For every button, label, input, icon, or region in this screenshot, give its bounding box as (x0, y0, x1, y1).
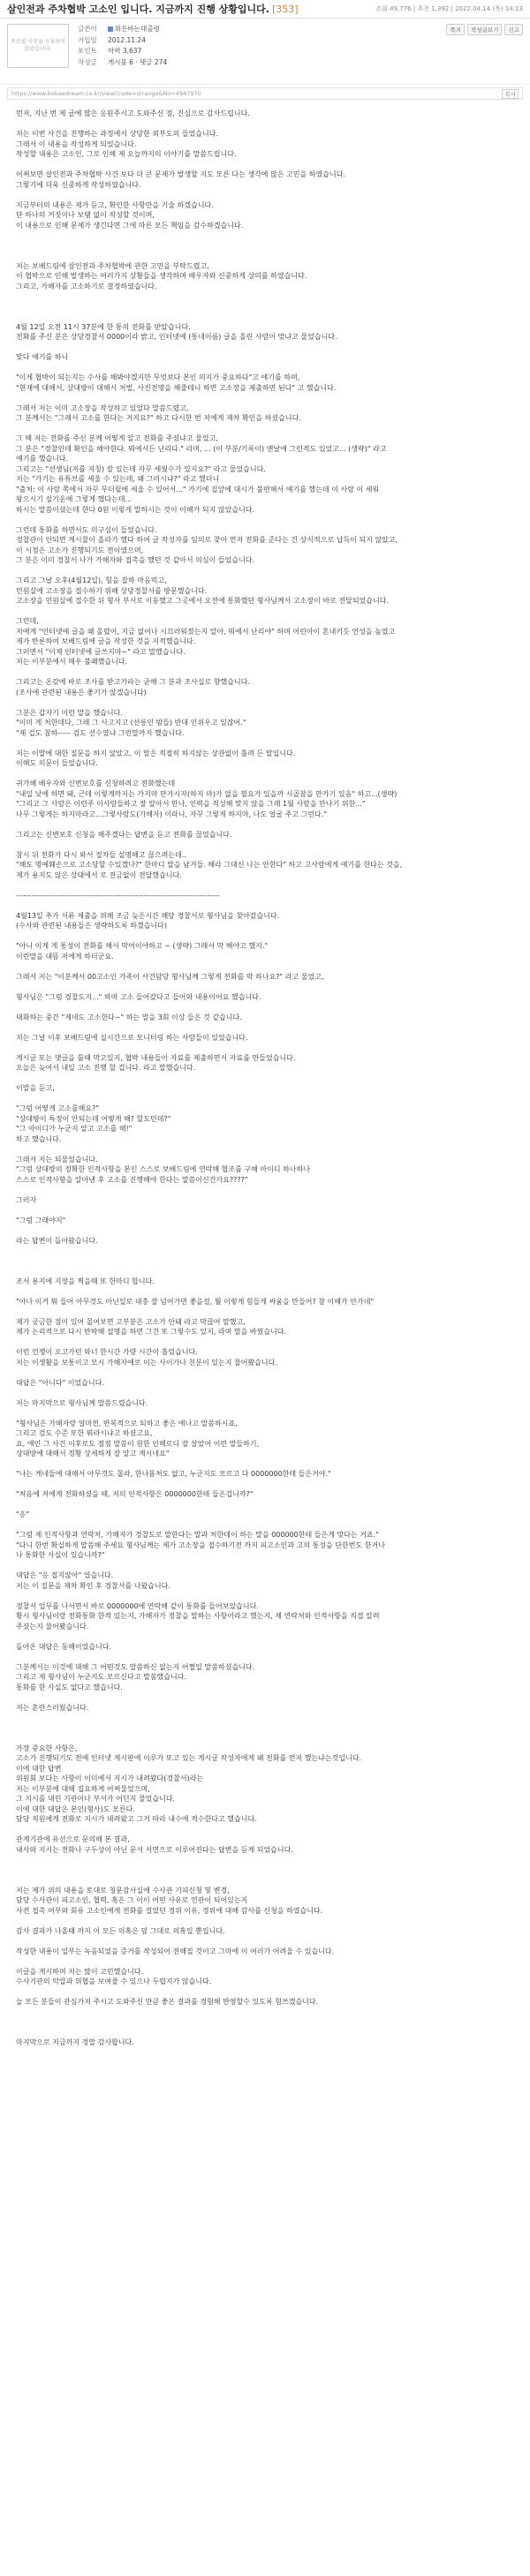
blank-line (16, 241, 514, 252)
body-line: 귀가해 배우자와 신변보호를 신청하려고 전화했는데 (16, 780, 176, 787)
body-line: 그 때 저는 전화를 주신 분께 어떻게 알고 전화를 주셨냐고 물었고, (16, 434, 218, 442)
paragraph-gap (16, 1094, 514, 1104)
paragraph-gap (16, 931, 514, 942)
paragraph-gap (16, 982, 514, 992)
body-line: 그래서 저는 이미 고소장을 작성하고 있었다 말씀드렸고, (16, 403, 189, 412)
body-line: 맞다 얘기를 하니 (16, 353, 69, 361)
body-line: 전화를 주신 분은 상당경찰서 0000이라 밝고, 인터넷에 (통네이름) 글을 올린 사람이 맞냐고 물었습니다. (16, 333, 337, 341)
paragraph (16, 830, 514, 850)
body-line: 4월13일 추가 서류 제출을 위해 조금 늦은시간 해당 경찰서로 형사님을 찾아갔습니다. (16, 911, 280, 920)
paragraph-gap (16, 738, 514, 749)
body-line: 대답은 "아니다" 이었습니다. (16, 1378, 104, 1387)
body-line: "나는 게네들에 대해서 아무것도 몰라, 한나몸처도 없고, 누군지도 모르고 다 0000000한테 들은거야." (16, 1470, 331, 1478)
body-line: 이 내용으로 인해 문제가 생긴다면 그에 따른 모든 책임을 감수하겠습니다. (16, 221, 244, 230)
body-line: 내사와 지시는 전화나 구두상이 아닌 문서 서면으로 이루어진다는 답변을 듣게 되었습니다. (16, 1845, 293, 1854)
body-line: 단 하나의 거짓이나 보탬 없이 작성할 것이며, (16, 211, 155, 219)
body-line: "형사님은 가해자랑 얼마전, 반복적으로 되하고 좋은 애나고 말씀하시죠, (16, 1419, 238, 1427)
body-line: 저는 제가 위의 내용을 토대로 청문감사실에 수사관 기피신청 및 변경, (16, 1886, 230, 1894)
body-line: "그럼 상대방의 정확한 인적사항을 본인 스스로 보배드림에 연락해 협조를 구해 아이디 하나하나 (16, 1165, 311, 1173)
body-line: 지금부터의 내용은 제가 듣고, 확인한 사항만을 기술 하겠습니다. (16, 200, 214, 209)
body-line: 늘 모든 분들이 관심가져 주시고 도와주신 만큼 좋은 결과를 경험해 반영할수 있도록 힘쓰겠습니다. (16, 1998, 319, 2006)
body-line: "아나 이거 뭐 들어 아무것도 아닌일로 대충 잘 넘어가면 좋을걸, 뭘 이렇게 힘들게 싸움을 만들어? 참 이해가 안가네" (16, 1297, 375, 1306)
paragraph (16, 1997, 514, 2017)
body-line: 그리고는 온갖에 바로 조사를 받고가라는 굳해 그 분과 조사실로 향했습니다. (16, 678, 250, 686)
paragraph (16, 1347, 514, 1378)
body-line: 제가 반론하여 보배드림에 글을 작성한 것을 지적했습니다. (16, 637, 196, 645)
paragraph-gap (16, 1631, 514, 1642)
paragraph-gap (16, 291, 514, 302)
paragraph (16, 169, 514, 200)
paragraph (16, 302, 514, 322)
body-line: 형사님은 "그럼 경찰도지..." 하며 고소 들어갔다고 들어와 내용이어요 했습니다. (16, 992, 261, 1001)
paragraph (16, 1195, 514, 1216)
body-line: 관계기관에 유선으로 문의해 본 결과, (16, 1835, 130, 1843)
paragraph-gap (16, 1591, 514, 1601)
body-line: 저는 보배드림에 살인전과 주차협박에 관한 고민을 부탁드렸고, (16, 261, 209, 270)
paragraph (16, 1103, 514, 1155)
paragraph-gap (16, 1459, 514, 1470)
body-line: 제가 논리적으로 다시 반박해 설명을 하면 그건 또 그렇수도 있지, 라며 말을 바꿨습니다. (16, 1328, 287, 1336)
paragraph-gap (16, 769, 514, 780)
paragraph (16, 1053, 514, 1084)
paragraph (16, 129, 514, 169)
body-line: 저는 혼란스러웠습니다. (16, 1703, 89, 1712)
author-row: 포인트 마력 3,637 (78, 47, 142, 55)
body-line: 나무 그렇게는 하지마라고...그렇사람도(가해자) 이라니, 자꾸 그렇게 하지마, 나도 얼굴 주고 그런다." (16, 810, 327, 818)
paragraph-gap (16, 819, 514, 830)
paragraph (16, 911, 514, 942)
paragraph-gap (16, 2028, 514, 2038)
body-line: 수사기관의 억압과 위협을 보여줄 수 있으나 두렵지가 않습니다. (16, 1977, 212, 1985)
paragraph (16, 992, 514, 1013)
body-line: 이 협박으로 인해 발생하는 여러가지 상황들을 생각하며 배우자와 신중하게 상의를 하였습니다. (16, 272, 307, 280)
body-line: "그리고 그 사람은 이런주 이사람들하고 잘 알아서 만나, 인력을 적성해 맞지 않을 그래 1월 사람을 만나기 위한..." (16, 800, 366, 808)
paragraph (16, 1703, 514, 1723)
paragraph-gap (16, 1855, 514, 1865)
paragraph-gap (16, 1480, 514, 1490)
paragraph (16, 1419, 514, 1470)
paragraph (16, 1013, 514, 1033)
body-line: 얘기를 했습니다. (16, 455, 69, 463)
paragraph (16, 1398, 514, 1419)
body-line: 게시글 또는 댓글을 틀때 막고있지, 협박 내용들이 자료를 제출하면서 자료를 만들었습니다. (16, 1053, 296, 1062)
body-line: 그 분은 "경찰인데 확인을 해야한다. 뭐에서든 난리다." 라며, ... (이 부분/기록이) 앤날에 그런적도 있었고... (생략)" 라고 (16, 444, 387, 453)
body-line: "그럼 제 인적사항과 연락처, 가해자가 경찰도로 말한다는 말과 처한데이 하는 말을 000000한테 들은게 맞다는 거죠." (16, 1531, 379, 1539)
paragraph-gap (16, 961, 514, 972)
paragraph-gap (16, 1225, 514, 1236)
body-line: 먼저, 지난 번 제 글에 많은 응원주시고 도와주신 점, 진심으로 감사드립니다. (16, 109, 250, 117)
post-url-bar (7, 87, 523, 100)
paragraph (16, 1510, 514, 1530)
body-line: "내일 낮에 하면 돼, 근데 이렇게까지는 가지마 만가시자(하지 마)가 없을 필요가 있을까 시골참을 만가기 있음" 하고...(생략) (16, 789, 398, 798)
paragraph (16, 1744, 514, 1835)
paragraph-gap (16, 1246, 514, 1256)
body-line: 그리고 검도 수준 또한 뭐라시냐고 하셨고요, (16, 1429, 153, 1437)
body-line: "아니 이게 게 통성이 전화를 해서 막어이야하고 ~ (생략) 그래서 막 해야고 했지." (16, 942, 269, 950)
body-line: 돌아온 대답은 동해이었습니다. (16, 1642, 112, 1651)
recommend-count: 추천 1,392 (417, 5, 450, 12)
paragraph (16, 1662, 514, 1703)
body-line: 그러면서 "이제 인터넷에 글쓰지마~" 라고 말했습니다. (16, 647, 186, 656)
post-title-wrap (7, 2, 299, 16)
body-line: 그런데, (16, 617, 39, 625)
paragraph (16, 2017, 514, 2037)
body-line: 경찰관이 안되면 게시물이 올라가 했다 하여 글 작성자를 임의로 찾아 먼저 전화를 준다는 건 상식적으로 납득이 되지 않았고, (16, 536, 398, 544)
body-line: 이런말을 대뜸 저에게 하더군요. (16, 952, 114, 960)
body-line: 작성한 내용이 일부는 녹음되었을 증거를 작성되어 전해질 것이고 그마에 이 여러가 어려울 수 있습니다. (16, 1947, 335, 1955)
paragraph (16, 1834, 514, 1865)
paragraph-gap (16, 1987, 514, 1998)
blank-line (16, 2017, 514, 2028)
message-button[interactable]: 쪽지 (446, 24, 465, 35)
paragraph (16, 1570, 514, 1601)
paragraph-gap (16, 1916, 514, 1926)
paragraph (16, 352, 514, 373)
paragraph (16, 373, 514, 403)
body-line: "다니 한번 확실하게 말씀해 주세요 형사님께는 제가 고소장을 접수하기전 까지 피고소인과 고의 통성을 단한번도 한거나 (16, 1540, 385, 1549)
paragraph (16, 972, 514, 992)
paragraph (16, 403, 514, 434)
body-line: 그래서 이 내용을 작성하게 되었습니다. (16, 139, 137, 148)
paragraph (16, 241, 514, 261)
body-line: 가장 중요한 사항은, (16, 1744, 78, 1752)
body-line: 그 지시를 내린 기관이나 부서가 어딘지 물었습니다. (16, 1795, 176, 1803)
paragraph-gap (16, 1367, 514, 1378)
paragraph-gap (16, 1956, 514, 1967)
profile-buttons (446, 24, 523, 79)
body-line: 민원실에 고소장을 접수하기 위해 상당경찰서를 방문했습니다. (16, 586, 208, 595)
paragraph (16, 1083, 514, 1103)
paragraph (16, 1216, 514, 1236)
post-title: 살인전과 주차협박 고소인 입니다. 지금까지 진행 상황입니다. (7, 4, 269, 15)
body-line: 저는 이말에 대한 질문을 하지 않았고, 이 말은 적절히 하지않는 상관없이 흘려 든 말입니다. (16, 749, 296, 757)
paragraph (16, 1469, 514, 1489)
paragraph (16, 850, 514, 891)
body-line: "출처: 이 사람 쪽에서 자꾸 무더릴에 세울 수 있어서..." 가기에 집앞에 대시가 불편해서 얘기를 했는데 이 사람 이 세워 (16, 485, 380, 493)
body-line: 그래서 저는 "이분께서 00고소인 가족이 사건담당 형사님께 그렇게 전화를 막 하나요?" 라고 물었고, (16, 972, 324, 981)
paragraph (16, 1601, 514, 1642)
paragraph-gap (16, 667, 514, 678)
paragraph-gap (16, 840, 514, 850)
paragraph-gap (16, 1713, 514, 1723)
paragraph-gap (16, 1500, 514, 1510)
paragraph (16, 109, 514, 129)
paragraph (16, 200, 514, 241)
body-line: 어쩌보면 살인전과 주차협박 사건 보다 더 큰 문제가 발생할 지도 모른 다는 생각에 많은 고민을 하였습니다. (16, 170, 345, 178)
paragraph-gap (16, 230, 514, 241)
body-line: 그리고 그날 오후(4월12일), 힘을 잡하 마음먹고, (16, 576, 167, 584)
paragraph-gap (16, 160, 514, 170)
paragraph (16, 1256, 514, 1277)
body-line: 오늘은 늦어서 내일 고소 진행 할 겁니다. 라고 말했습니다. (16, 1064, 196, 1072)
author-row: 글쓴이 뭐든바는대출령 (78, 25, 160, 33)
paragraph-gap (16, 1692, 514, 1703)
body-line: 그 분께서는 "그래서 고소를 한다는 거지요?" 하고 다시한 번 저에게 재차 확인을 하셨습니다. (16, 414, 301, 422)
paragraph-gap (16, 424, 514, 434)
paragraph-gap (16, 1652, 514, 1662)
paragraph (16, 1723, 514, 1744)
body-line: 저는 그날 이후 보배드림에 실시간으로 모니터링 하는 사람들이 있었습니다. (16, 1033, 248, 1042)
view-count: 조회 49,776 (375, 5, 412, 12)
paragraph-gap (16, 119, 514, 130)
body-line: 경찰서 업무를 나서면서 바로 0000000에 연락해 같이 통화를 들어보았습니다. (16, 1601, 259, 1610)
body-line: 하시는 말씀이셨는데 한다 0원 이렇게 말하시는 것이 이해가 되지 않았습니다. (16, 505, 255, 514)
paragraph-gap (16, 1561, 514, 1571)
paragraph (16, 1489, 514, 1510)
paragraph (16, 1236, 514, 1256)
paragraph-gap (16, 880, 514, 891)
paragraph-gap (16, 515, 514, 525)
paragraph (16, 576, 514, 616)
body-line: "이게 협박이 되는지는 수사를 해봐야겠지만 무엇보다 본인 의지가 중요하다"고 얘기를 하며, (16, 373, 300, 381)
body-line: 사전 접촉 여부와 회유 고소인에게 전화를 걸었던 경위 이유, 경위에 대해 감사를 신청을 하였습니다. (16, 1906, 323, 1915)
author-profile (0, 19, 530, 85)
body-line: -------------------------------------------------------------------------------- (16, 891, 220, 900)
paragraph (16, 616, 514, 677)
comment-count[interactable]: [353] (271, 4, 299, 15)
body-line: "해도 명예훼손으로 고소당할 수있겠나?" 한마디 말을 남겨들. 해라 그대신 나는 안한다" 하고 고사람에게 얘기를 한다는 것을, (16, 861, 403, 869)
paragraph-gap (16, 1307, 514, 1317)
paragraph (16, 1155, 514, 1195)
paragraph (16, 1886, 514, 1926)
body-line: 그러자 (16, 1195, 37, 1204)
body-line: 저는 마지막으로 형사님께 말씀드렸습니다. (16, 1398, 148, 1407)
body-line: "응" (16, 1510, 30, 1518)
body-line: "이미 게 처한데다, 그래 그 사고지고 (선릉인 밤들) 반대 인쉬우고 있잖어." (16, 719, 246, 727)
body-line: 그리고 제 형사님이 누군지도 모르신다고 말씀했습니다. (16, 1673, 186, 1681)
body-line: 주셨는지 물어봤습니다. (16, 1622, 89, 1631)
author-info (78, 24, 167, 79)
paragraph-gap (16, 1266, 514, 1277)
body-line: 고소장을 민원실에 접수한 뒤 형사 부서로 이동했고 그곳에서 오전에 통화했던 형사님께서 고소장이 바로 전달되었습니다. (16, 597, 389, 605)
paragraph (16, 1378, 514, 1398)
author-row: 가입일 2012.11.24 (78, 35, 146, 44)
paragraph-gap (16, 343, 514, 353)
blank-line (16, 1256, 514, 1267)
post-body (0, 100, 530, 2058)
paragraph (16, 1642, 514, 1662)
paragraph (16, 1865, 514, 1886)
paragraph (16, 525, 514, 576)
body-line: "현재에 대해서, 상대방이 대해서 처벌, 사진전명을 해줄테니 하면 고소장을 제출하면 된다" 고 했습니다. (16, 383, 337, 392)
paragraph-gap (16, 312, 514, 322)
body-line: 그분은 갑자기 이런 말을 했습니다. (16, 708, 123, 717)
paragraph-gap (16, 1205, 514, 1216)
paragraph (16, 749, 514, 780)
body-line: 고소가 진행되기도 전에 인터넷 게시판에 이루가 또고 있는 게시글 작성자에게 왜 전화를 먼저 했는냐는것입니다. (16, 1754, 362, 1762)
paragraph (16, 1297, 514, 1317)
body-line: 제가 궁금한 점이 있어 몰어보면 고부분은 고소가 안돼 라고 막끊어 말했고, (16, 1317, 246, 1326)
paragraph (16, 1530, 514, 1570)
post-header (0, 0, 530, 19)
paragraph (16, 677, 514, 708)
body-line: 마지막으로 지금까지 정말 감사합니다. (16, 2038, 134, 2046)
body-line: 왕으시기 설기운에 그렇게 했다는데... (16, 495, 132, 503)
body-line: "그 아이디가 누군지 알고 고소를 해!" (16, 1125, 132, 1133)
copy-url-button[interactable]: 복사 (502, 89, 519, 99)
body-line: "그럼 어떻게 고소를해요?" (16, 1104, 99, 1112)
body-line: 그래서 저는 되물었습니다. (16, 1155, 98, 1164)
body-line: 대화하는 중간 "제네도 고소한다~" 하는 말을 3회 이상 들은 것 같습니다. (16, 1013, 242, 1021)
post-url[interactable]: https://www.bobaedream.co.kr/view?code=strange&No=4947970 (11, 90, 201, 97)
body-line: 조서 용지에 지장을 찍을때 또 한마디 합니다. (16, 1277, 155, 1285)
body-line: 작성할 내용은 고소인, 그로 인해 제 오늘까지의 이야기를 말씀드립니다. (16, 150, 237, 158)
body-line: 담당 직원에게 전화로 지시가 내려왔고 그거 따라 내수에 적수한다고 했습니다. (16, 1815, 257, 1823)
paragraph-gap (16, 566, 514, 576)
author-posts-button[interactable]: 작성글보기 (467, 24, 502, 35)
body-line: "그럼 그래야지" (16, 1216, 66, 1224)
body-line: 담당 수사관이 피고소인, 협력, 혹은 그 이이 어떤 사유로 연관이 되어있는지 (16, 1896, 248, 1904)
paragraph-gap (16, 393, 514, 403)
paragraph-gap (16, 1022, 514, 1033)
user-level-icon (108, 26, 113, 32)
body-line: 저는 이부분에 대해 집요하게 어쩌물었으며, (16, 1784, 150, 1793)
body-line: 그런데 통화를 하면서도 의구심이 들었습니다. (16, 525, 157, 534)
paragraph (16, 941, 514, 972)
paragraph-gap (16, 1002, 514, 1013)
body-line: 라는 답변이 돌아왔습니다. (16, 1236, 98, 1245)
body-line: 나 통화한 사실이 있습니까?" (16, 1551, 105, 1559)
paragraph-gap (16, 697, 514, 708)
body-line: 그리고는 신변보호 신청을 해주겠다는 답변을 듣고 전화를 끊었습니다. (16, 830, 232, 839)
post-meta: 조회 49,776 | 추천 1,392 | 2022.04.14 (목) 14:13 (375, 5, 523, 12)
paragraph-gap (16, 606, 514, 617)
body-line: 하고 했습니다. (16, 1134, 62, 1143)
body-line: 저는 이 질문을 재차 확인 후 경찰서를 나왔습니다. (16, 1581, 170, 1590)
author-name[interactable]: 뭐든바는대출령 (115, 25, 160, 33)
body-line: (조사에 관련된 내용은 좋기가 않겠습니다) (16, 688, 147, 697)
paragraph (16, 322, 514, 353)
body-line: 참시 뒤 전화가 다시 와서 절차들 설명해고 끊으려는데.. (16, 850, 186, 859)
paragraph-gap (16, 2007, 514, 2018)
paragraph (16, 433, 514, 525)
paragraph (16, 779, 514, 830)
body-line: 이 시점은 고소가 진행되기도 전이였으며, (16, 546, 144, 554)
paragraph (16, 1033, 514, 1053)
body-line: 제가 용지도 않은 상태에서 로 전금없이 전달했습니다. (16, 870, 182, 879)
blank-line (16, 1723, 514, 1734)
body-line: 4월 12일 오전 11시 37분에 한 통의 전화를 받았습니다. (16, 322, 191, 331)
body-line: 황시 형사님이랑 전화통화 한적 있는지, 가해자가 경찰을 말하는 사항이라고 했는지, 제 연락처와 인적사항을 직접 알려 (16, 1612, 380, 1620)
paragraph (16, 1926, 514, 1947)
paragraph-gap (16, 1043, 514, 1053)
paragraph-gap (16, 1337, 514, 1348)
paragraph-gap (16, 1825, 514, 1835)
body-line: 저는 "가기는 유튜브를 세울 수 있는데, 왜 그러시냐?" 라고 했더니 (16, 475, 220, 483)
body-line: 이런 언쟁이 오고가던 와너 한시간 가량 시간이 흘렀습니다. (16, 1348, 198, 1356)
body-line: 그렇기에 더욱 신중하게 작성하였습니다. (16, 180, 141, 189)
blank-line (16, 1865, 514, 1876)
paragraph-gap (16, 1408, 514, 1419)
blank-line (16, 302, 514, 313)
paragraph-gap (16, 1733, 514, 1744)
body-line: "처음에 저에게 전화하셨을 때, 저의 인적사항은 0000000한테 들은겁니까?" (16, 1490, 254, 1498)
body-line: 그 분은 이미 경찰서 나가 가해자와 접촉을 했던 것 같아서 의심이 들었습니다. (16, 556, 255, 564)
body-line: 상대방에 대해서 정황 상세하게 잘 알고 계시네요" (16, 1450, 170, 1457)
paragraph-gap (16, 1388, 514, 1398)
body-line: 그리고는 "선생님(저를 지칭) 잘 있는데 자꾸 세웠수가 있지요?" 라고 물었습니다. (16, 464, 266, 473)
body-line: "제 겁도 참하----- 검도 선수였냐 그런말까지 했습니다. (16, 728, 185, 737)
paragraph (16, 708, 514, 749)
paragraph-gap (16, 1073, 514, 1084)
paragraph-gap (16, 900, 514, 911)
body-line: 그분께서는 이것에 대해 그 어떤것도 말씀하신 없는지 어쩔일 말씀하셨습니다. (16, 1662, 255, 1671)
post-date: 2022.04.14 (목) 14:13 (455, 5, 523, 12)
body-line: 스스로 인적사항을 알아낸 후 고소를 진행해야 한다는 말씀이신건가요????" (16, 1175, 248, 1184)
body-line: 이에 대한 답변 (16, 1764, 62, 1773)
paragraph (16, 2037, 514, 2058)
avatar: 프로필 사진을 등록하지 않았습니다. (7, 24, 69, 68)
body-line: 이해도 의문이 들었습니다. (16, 759, 98, 767)
body-line: 그리고, 가해자를 고소하기로 결정하였습니다. (16, 282, 157, 290)
paragraph (16, 1317, 514, 1348)
body-line: 저는 이번 사건을 진행하는 과정에서 상당한 외부도의 들었습니다. (16, 130, 218, 138)
paragraph (16, 1967, 514, 1998)
paragraph-gap (16, 1185, 514, 1195)
body-line: "상대방이 특정이 안되는데 어떻게 해? 할도민데?" (16, 1114, 171, 1123)
body-line: 대답은 "응 접지않아" 였습니다. (16, 1571, 114, 1579)
paragraph-gap (16, 1144, 514, 1155)
paragraph-gap (16, 1936, 514, 1947)
body-line: 이말을 듣고, (16, 1084, 55, 1092)
paragraph (16, 1947, 514, 1967)
body-line: 위원회 보다는 사항이 이미에서 지시가 내려왔다(경찰서)라는 (16, 1774, 204, 1782)
body-line: 이글을 게시하며 저는 많이 고민했습니다. (16, 1967, 144, 1976)
paragraph (16, 891, 514, 911)
paragraph-gap (16, 251, 514, 261)
paragraph-gap (16, 363, 514, 373)
paragraph-gap (16, 2048, 514, 2059)
body-line: 저에게 "인터넷에 글을 왜 올렸어, 지금 없어나 시끄러워졌는지 알아, 뭐에서 난리야" 하며 어린아이 혼내키듯 언성을 높였고 (16, 627, 396, 636)
paragraph (16, 1277, 514, 1297)
paragraph (16, 261, 514, 302)
body-line: 저는 이부분에서 매우 불쾌했습니다. (16, 658, 128, 666)
body-line: (수사와 관련된 내용들은 생략하도록 하겠습니다) (16, 922, 167, 930)
report-button[interactable]: 신고 (504, 24, 523, 35)
paragraph-gap (16, 1875, 514, 1886)
paragraph-gap (16, 1286, 514, 1297)
body-line: 요, 애인 그 사건 이후로도 점점 말씀이 원한 인해로디 잘 살았어 이런 말들하기, (16, 1439, 260, 1448)
author-row: 작성글 게시물 6 · 댓글 274 (78, 57, 168, 66)
body-line: 저는 이생활을 보통이고 모시 가해자에로 이는 사이가나 친분이 있는지 물어봤습니다. (16, 1358, 277, 1367)
body-line: 통화를 한 사실도 없다고 했습니다. (16, 1683, 123, 1691)
paragraph-gap (16, 1520, 514, 1531)
body-line: 감사 결과가 나올때 까지 이 모든 의혹은 덮 그대로 의혹일 뿐입니다. (16, 1926, 225, 1935)
body-line: 이에 대한 대답은 본인(형사)도 모른다. (16, 1804, 135, 1813)
paragraph-gap (16, 190, 514, 200)
